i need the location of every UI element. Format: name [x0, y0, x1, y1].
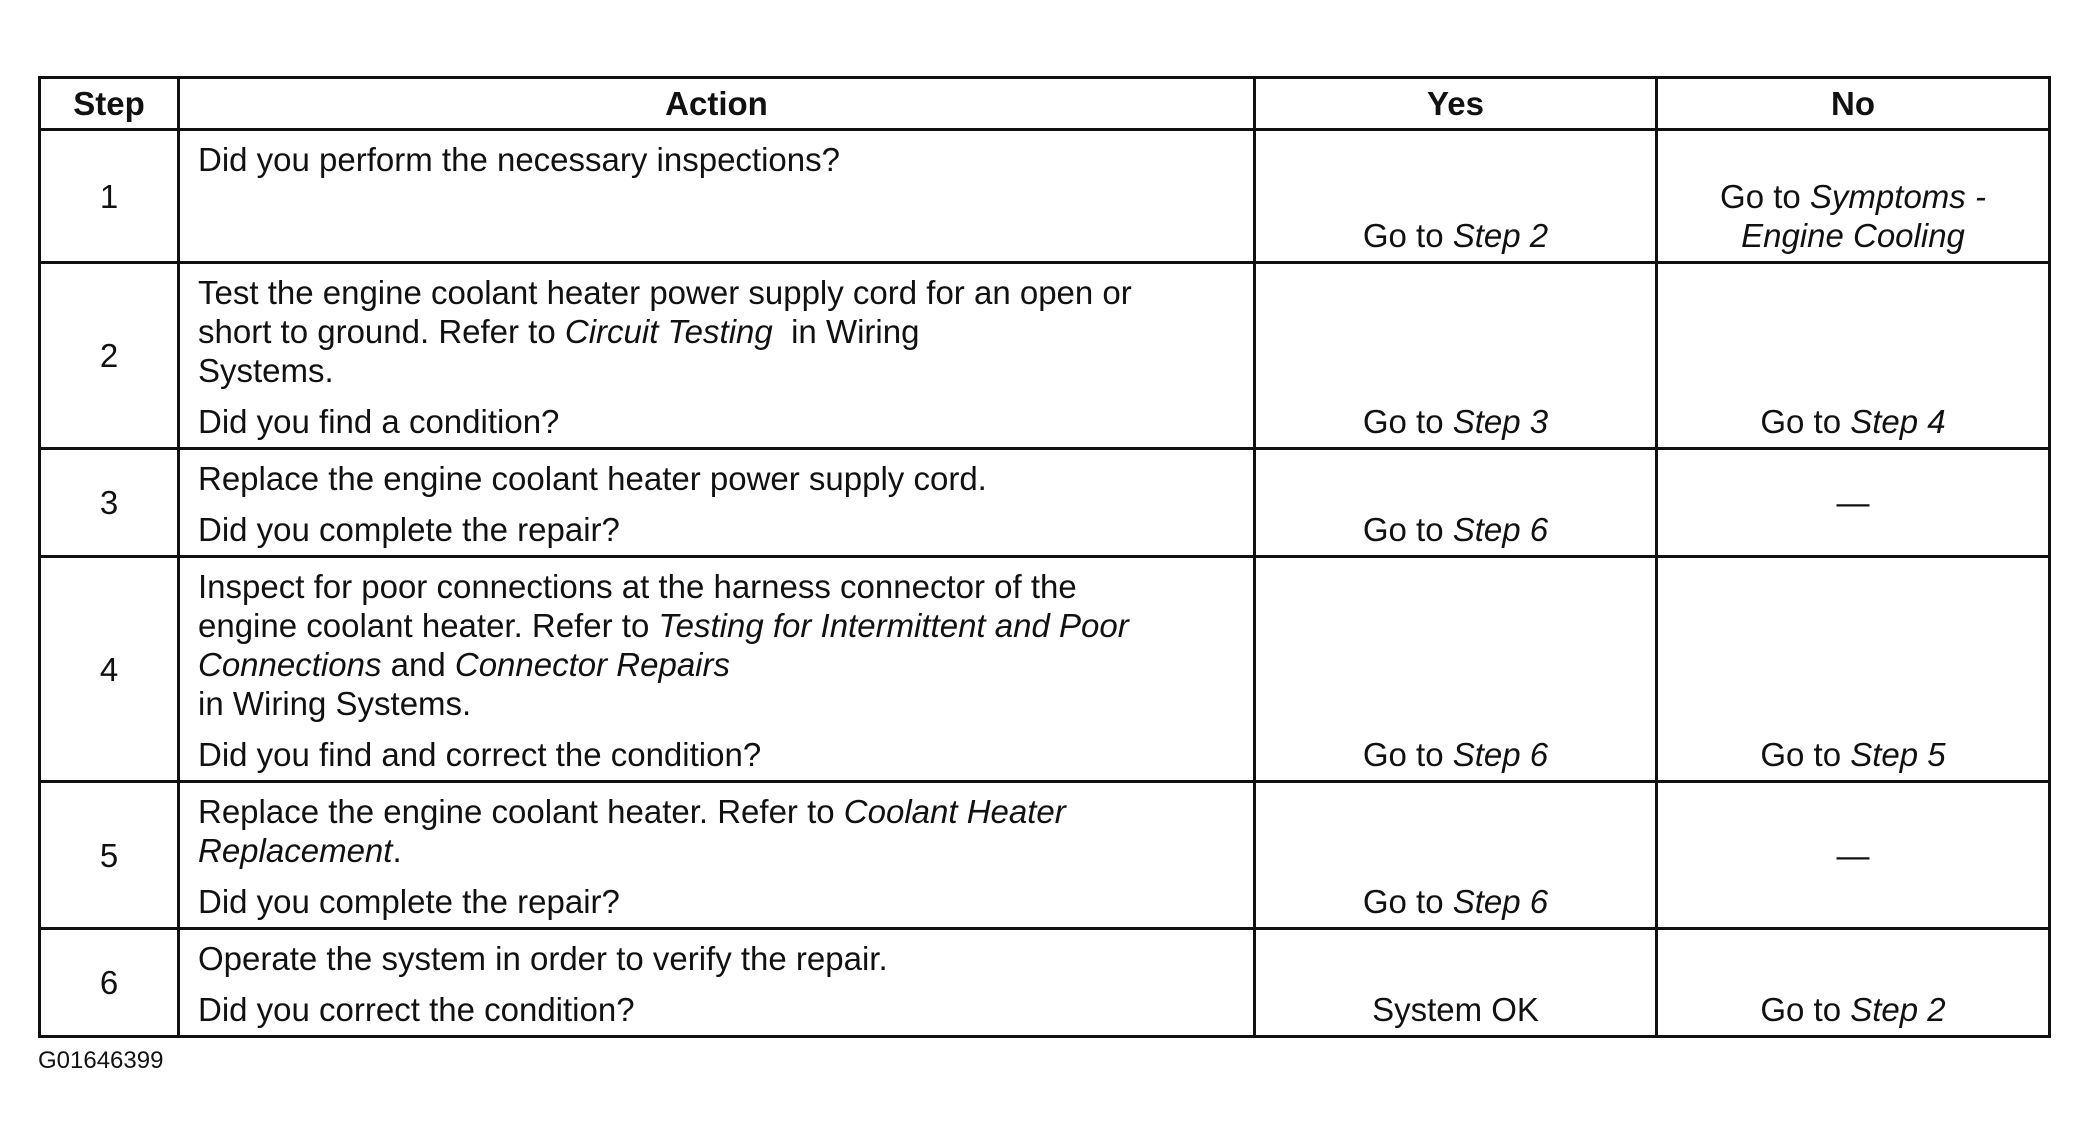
yes-cell: Go to Step 6 — [1255, 782, 1657, 929]
no-cell: Go to Symptoms - Engine Cooling — [1657, 130, 2050, 263]
action-cell: Inspect for poor connections at the harness connector of the engine coolant heater. Refer to Testing for Intermittent and Poor Connections and Connector Repairs in Wiring Systems. Did you find and correct the condition? — [179, 557, 1255, 782]
table-row — [40, 263, 2050, 449]
step-reference: Step 2 — [1452, 217, 1549, 254]
yes-cell: Go to Step 6 — [1255, 449, 1657, 557]
action-cell — [179, 130, 1255, 263]
figure-code: G01646399 — [38, 1047, 164, 1074]
intermittent-testing-reference: Testing for Intermittent and Poor — [658, 607, 1129, 644]
no-cell: Go to Step 2 — [1657, 929, 2050, 1037]
circuit-testing-reference: Circuit Testing — [564, 313, 773, 350]
table-row — [40, 929, 2050, 1037]
action-cell: Replace the engine coolant heater. Refer to Coolant Heater Replacement. Did you complete the repair? — [179, 782, 1255, 929]
header-yes: Yes — [1255, 78, 1657, 130]
yes-cell: Go to Step 3 — [1255, 263, 1657, 449]
step-number: 1 — [40, 130, 179, 263]
step-reference: Step 5 — [1850, 736, 1946, 773]
step-number: 3 — [40, 449, 179, 557]
step-reference: Step 6 — [1452, 511, 1549, 548]
no-cell: Go to Step 4 — [1657, 263, 2050, 449]
connector-repairs-reference: Connector Repairs — [454, 646, 730, 683]
action-cell: Replace the engine coolant heater power supply cord. Did you complete the repair? — [179, 449, 1255, 557]
step-number: 6 — [40, 929, 179, 1037]
symptoms-reference-cont: Engine Cooling — [1741, 217, 1965, 254]
diagnostic-table — [38, 76, 2051, 1038]
action-question: Did you find a condition? — [198, 403, 560, 440]
no-cell-dash: — — [1657, 449, 2050, 557]
header-step: Step — [40, 78, 179, 130]
step-reference: Step 6 — [1452, 883, 1549, 920]
coolant-heater-replacement-reference: Coolant Heater — [843, 793, 1066, 830]
yes-cell: Go to Step 6 — [1255, 557, 1657, 782]
table-row — [40, 130, 2050, 263]
header-no: No — [1657, 78, 2050, 130]
step-number: 5 — [40, 782, 179, 929]
yes-cell: Go to Step 2 — [1255, 130, 1657, 263]
action-question: Did you correct the condition? — [198, 991, 635, 1028]
step-reference: Step 6 — [1452, 736, 1549, 773]
action-question: Did you perform the necessary inspections? — [198, 141, 840, 178]
action-question: Did you find and correct the condition? — [198, 736, 762, 773]
table-row — [40, 557, 2050, 782]
header-action: Action — [179, 78, 1255, 130]
no-cell-dash: — — [1657, 782, 2050, 929]
step-number: 4 — [40, 557, 179, 782]
yes-cell: System OK — [1255, 929, 1657, 1037]
symptoms-reference: Symptoms - — [1809, 178, 1986, 215]
no-cell: Go to Step 5 — [1657, 557, 2050, 782]
action-question: Did you complete the repair? — [198, 511, 620, 548]
step-reference: Step 2 — [1850, 991, 1946, 1028]
step-reference: Step 3 — [1452, 403, 1549, 440]
table-row — [40, 782, 2050, 929]
step-reference: Step 4 — [1850, 403, 1946, 440]
table-row — [40, 449, 2050, 557]
header-row — [40, 78, 2050, 130]
action-cell: Test the engine coolant heater power supply cord for an open or short to ground. Refer to Circuit Testing in Wiring Systems. Did you find a condition? — [179, 263, 1255, 449]
action-cell: Operate the system in order to verify the repair. Did you correct the condition? — [179, 929, 1255, 1037]
action-question: Did you complete the repair? — [198, 883, 620, 920]
step-number: 2 — [40, 263, 179, 449]
